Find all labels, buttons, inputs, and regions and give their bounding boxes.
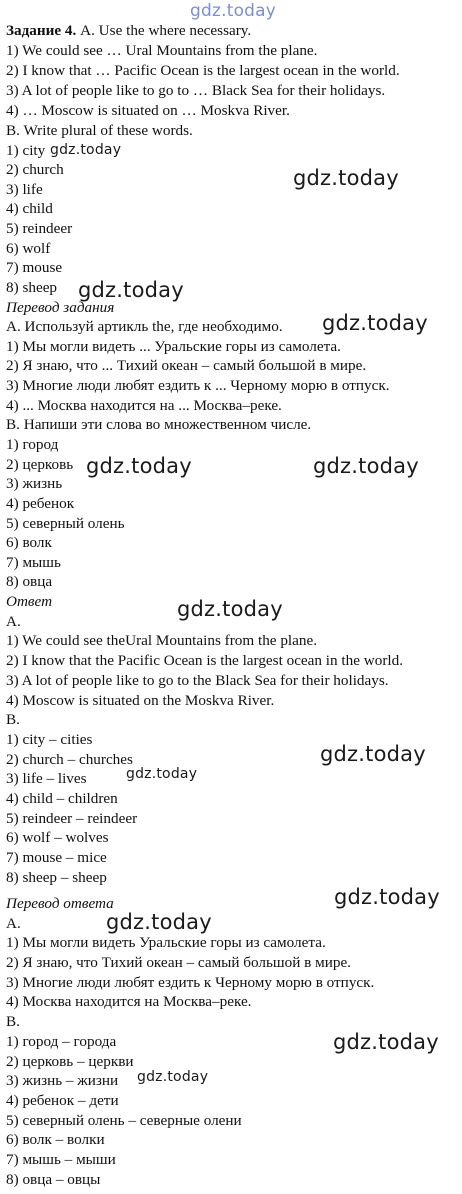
watermark: gdz.today	[320, 742, 426, 766]
exercise-line: 1) city	[6, 142, 46, 159]
task-intro: A. Use the where necessary.	[76, 22, 252, 39]
exercise-line: 1) Мы могли видеть Уральские горы из самолета.	[6, 934, 326, 951]
exercise-line: 4) child	[6, 200, 53, 217]
exercise-line: В.	[6, 1013, 20, 1030]
exercise-line: 1) Мы могли видеть ... Уральские горы из самолета.	[6, 338, 341, 355]
exercise-line: 8) sheep	[6, 279, 58, 296]
exercise-line: 4) Moscow is situated on the Moskva River.	[6, 692, 275, 709]
exercise-line: 3) life – lives	[6, 770, 87, 787]
exercise-line: В. Напиши эти слова во множественном числе.	[6, 416, 312, 433]
task-label: Задание 4.	[6, 22, 77, 39]
exercise-line: 5) северный олень	[6, 515, 125, 532]
exercise-line: B.	[6, 711, 20, 728]
watermark: gdz.today	[50, 142, 122, 158]
exercise-line: 1) город	[6, 436, 59, 453]
exercise-line: 5) reindeer	[6, 220, 73, 237]
exercise-line: 1) город – города	[6, 1033, 117, 1050]
exercise-line: А. Используй артикль the, где необходимо.	[6, 318, 283, 335]
exercise-line: 6) волк – волки	[6, 1131, 105, 1148]
exercise-line: 2) church – churches	[6, 751, 133, 768]
exercise-line: 3) A lot of people like to go to the Black Sea for their holidays.	[6, 672, 389, 689]
exercise-line: 5) северный олень – северные олени	[6, 1112, 242, 1129]
watermark: gdz.today	[333, 1030, 439, 1054]
exercise-line: 4) ребенок – дети	[6, 1092, 119, 1109]
exercise-line: 6) волк	[6, 534, 52, 551]
watermark: gdz.today	[126, 766, 198, 782]
exercise-line: 7) mouse	[6, 259, 63, 276]
section-heading: Перевод ответа	[6, 895, 114, 912]
exercise-line: 3) life	[6, 181, 43, 198]
watermark: gdz.today	[293, 166, 399, 190]
section-heading: Ответ	[6, 593, 53, 610]
exercise-line: 2) церковь – церкви	[6, 1053, 134, 1070]
exercise-line: 8) овца	[6, 573, 53, 590]
exercise-line: 4) child – children	[6, 790, 118, 807]
exercise-line: 1) We could see … Ural Mountains from the plane.	[6, 42, 318, 59]
exercise-line: 3) A lot of people like to go to … Black Sea for their holidays.	[6, 82, 386, 99]
exercise-line: 4) ... Москва находится на ... Москва–реке.	[6, 397, 282, 414]
section-heading: Перевод задания	[6, 299, 115, 316]
exercise-line: 1) city – cities	[6, 731, 93, 748]
exercise-line: 6) wolf – wolves	[6, 829, 109, 846]
watermark: gdz.today	[322, 311, 428, 335]
task-heading	[6, 21, 251, 41]
watermark: gdz.today	[78, 278, 184, 302]
exercise-line: 8) sheep – sheep	[6, 869, 107, 886]
exercise-line: 2) Я знаю, что ... Тихий океан – самый большой в мире.	[6, 357, 367, 374]
watermark: gdz.today	[137, 1069, 209, 1085]
watermark: gdz.today	[313, 454, 419, 478]
exercise-line: 4) … Moscow is situated on … Moskva River.	[6, 102, 290, 119]
watermark: gdz.today	[106, 910, 212, 934]
exercise-line: А.	[6, 915, 21, 932]
exercise-line: 2) I know that … Pacific Ocean is the largest ocean in the world.	[6, 62, 400, 79]
exercise-line: 7) мышь	[6, 554, 61, 571]
watermark: gdz.today	[86, 454, 192, 478]
exercise-line: 2) church	[6, 161, 64, 178]
exercise-line: A.	[6, 613, 21, 630]
exercise-line: 3) жизнь – жизни	[6, 1072, 119, 1089]
watermark: gdz.today	[334, 885, 440, 909]
watermark: gdz.today	[177, 597, 283, 621]
exercise-line: 4) Москва находится на Москва–реке.	[6, 993, 252, 1010]
exercise-line: 2) I know that the Pacific Ocean is the largest ocean in the world.	[6, 652, 403, 669]
exercise-line: 6) wolf	[6, 240, 51, 257]
exercise-line: 3) жизнь	[6, 475, 63, 492]
exercise-line: 3) Многие люди любят ездить к ... Черному морю в отпуск.	[6, 377, 390, 394]
exercise-line: 5) reindeer – reindeer	[6, 810, 138, 827]
watermark: gdz.today	[190, 1, 277, 21]
exercise-line: 8) овца – овцы	[6, 1171, 101, 1188]
exercise-line: 2) церковь	[6, 456, 74, 473]
exercise-line: 1) We could see theUral Mountains from the plane.	[6, 632, 318, 649]
exercise-line: B. Write plural of these words.	[6, 122, 193, 139]
exercise-line: 7) mouse – mice	[6, 849, 107, 866]
exercise-line: 2) Я знаю, что Тихий океан – самый большой в мире.	[6, 954, 351, 971]
exercise-line: 7) мышь – мыши	[6, 1151, 116, 1168]
exercise-line: 3) Многие люди любят ездить к Черному морю в отпуск.	[6, 974, 375, 991]
exercise-line: 4) ребенок	[6, 495, 75, 512]
